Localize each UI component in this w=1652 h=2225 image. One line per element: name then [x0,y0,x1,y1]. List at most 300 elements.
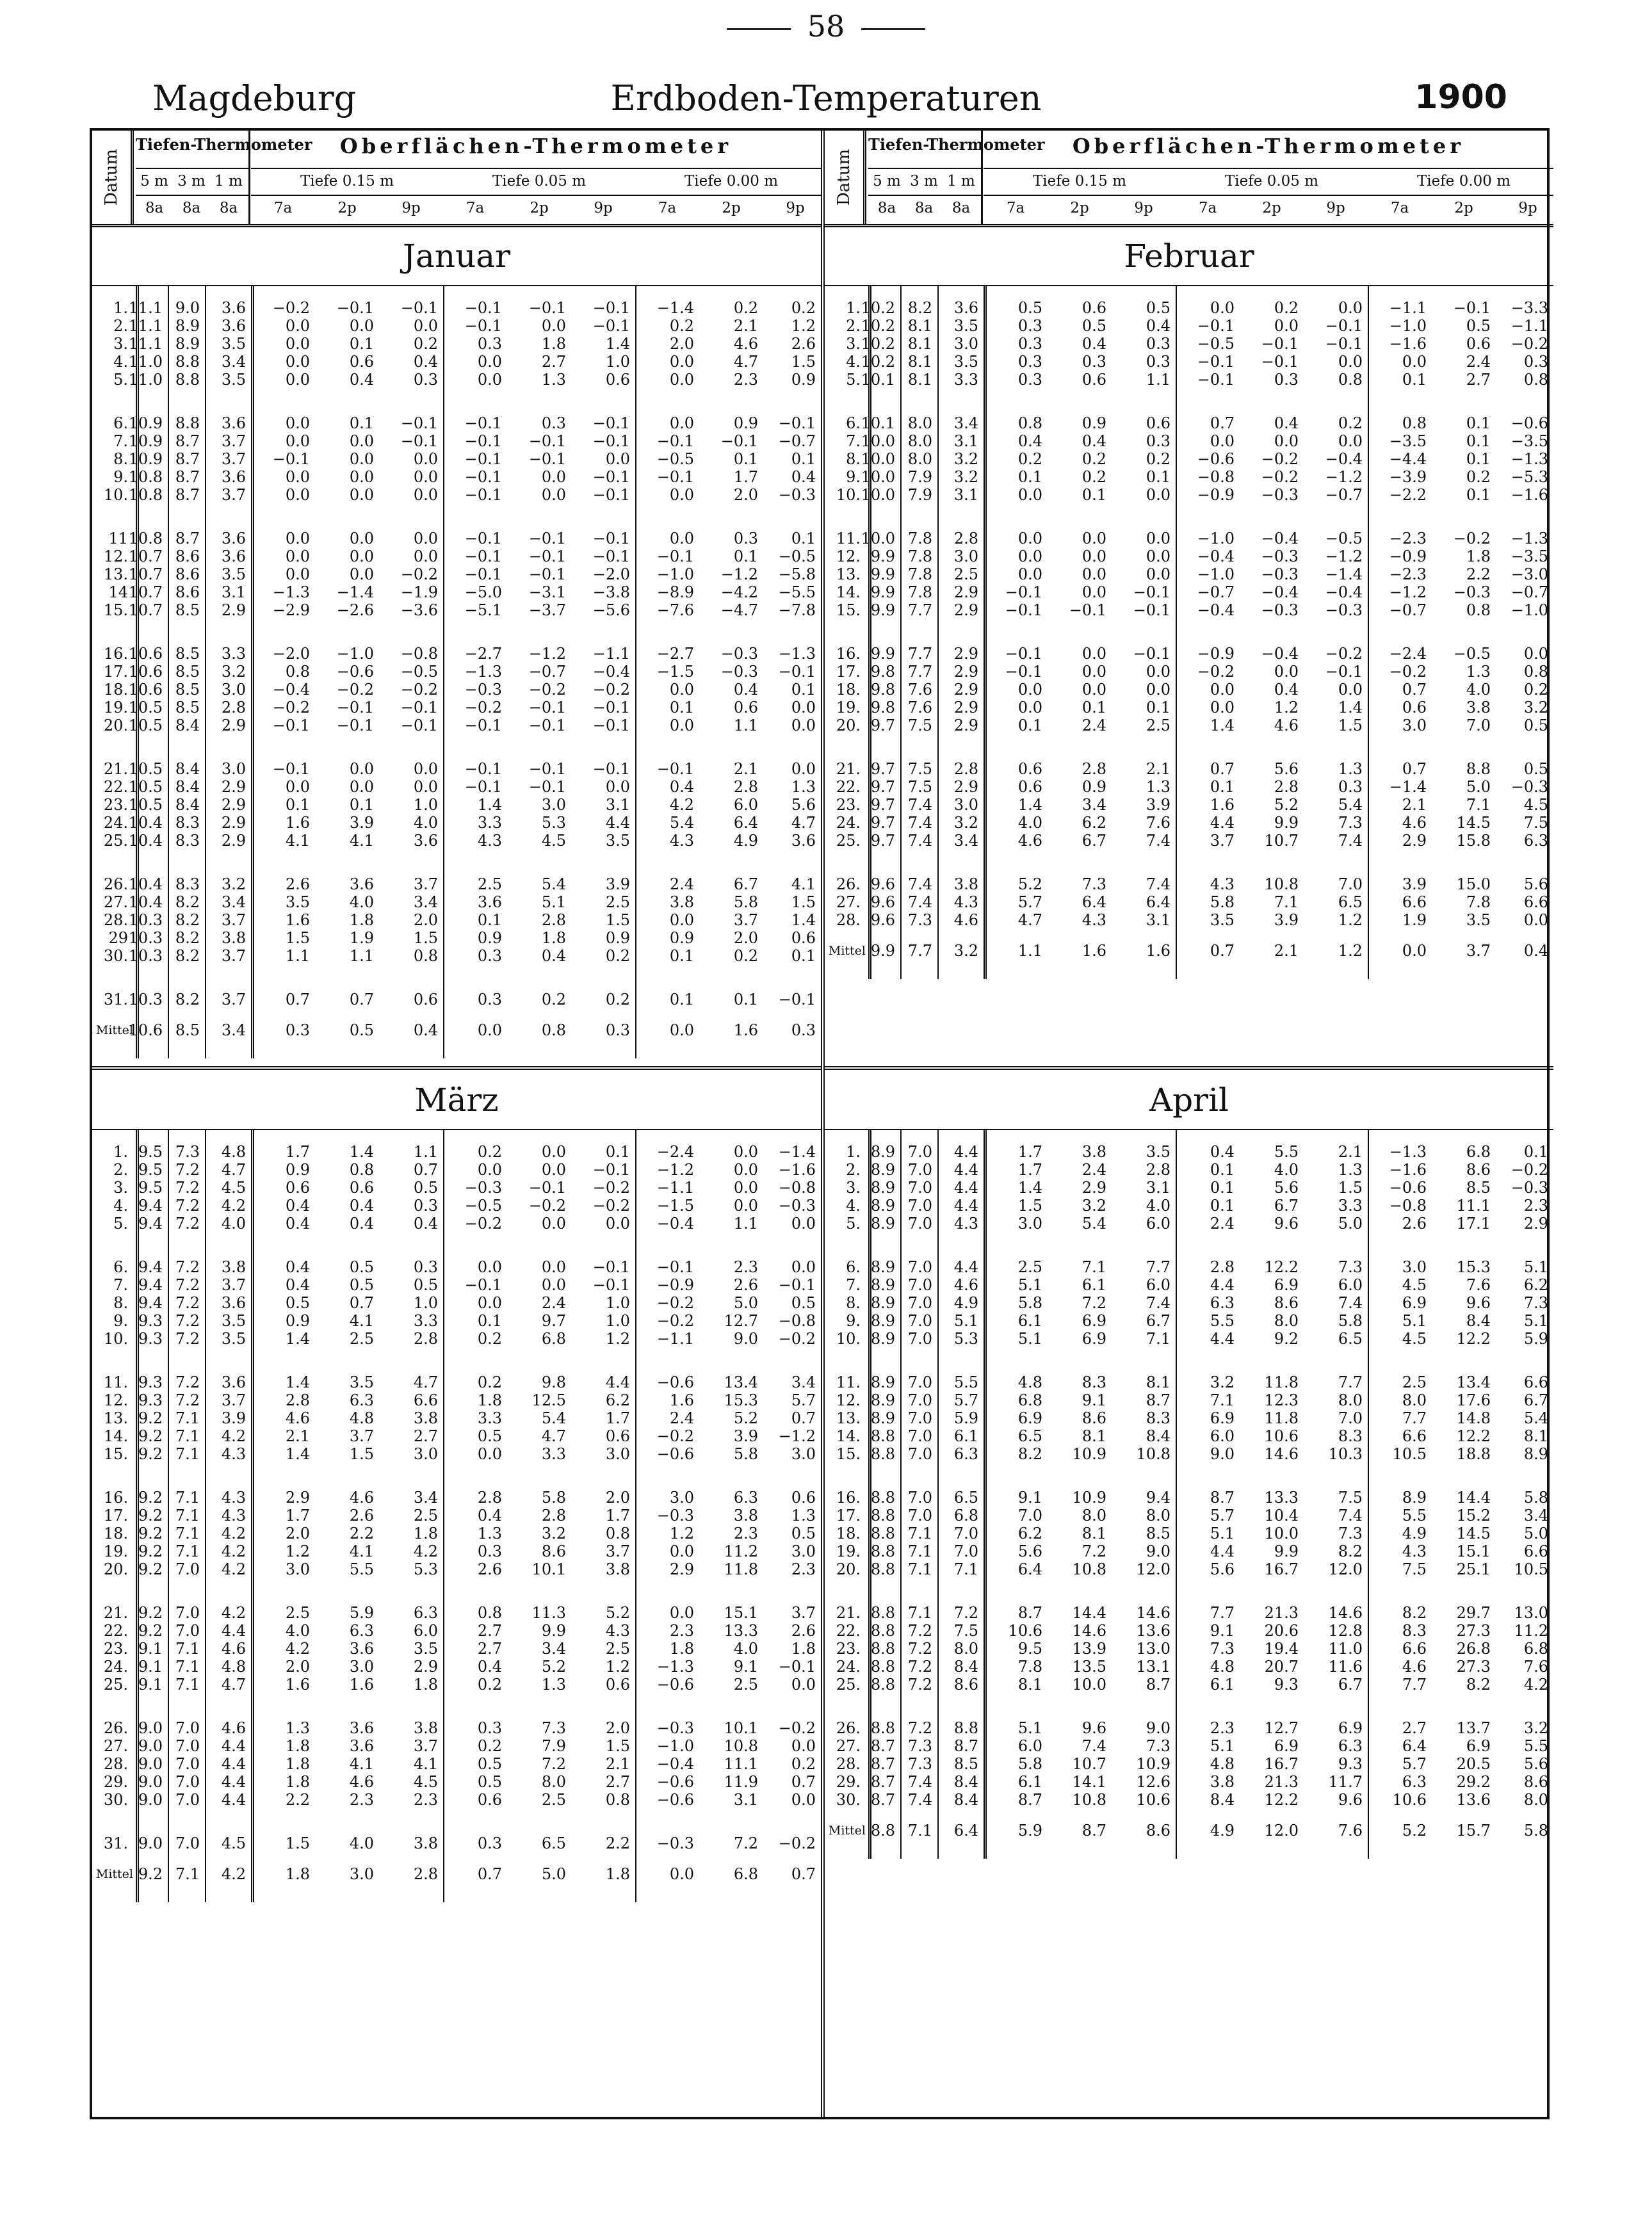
value-cell: 6.5 [1338,893,1363,911]
tiefen-depth-row [136,168,248,195]
value-cell: 9.2 [138,1489,163,1507]
value-cell: 0.4 [733,681,758,699]
value-cell: −0.1 [528,547,566,565]
value-cell: −1.2 [528,645,566,663]
value-cell: 0.0 [669,414,694,432]
value-cell: 0.0 [1081,547,1106,565]
value-cell: 0.0 [1523,645,1548,663]
value-cell: 1.5 [1017,1197,1042,1215]
value-cell: 0.0 [1402,353,1427,371]
value-cell: 8.6 [541,1542,566,1560]
value-cell: 11.0 [128,353,163,371]
value-cell: 9.0 [1146,1719,1170,1737]
date-cell: 3. [113,335,128,353]
value-cell: −5.1 [464,601,502,619]
value-cell: 2.0 [733,929,758,947]
value-cell: −0.1 [1005,645,1042,663]
value-cell: −1.0 [1510,601,1548,619]
value-cell: 9.6 [870,911,895,929]
value-cell: 8.8 [870,1604,895,1622]
value-cell: −0.1 [464,432,502,450]
value-cell: 0.1 [477,911,502,929]
date-cell: Mittel [828,1824,866,1838]
value-cell: 7.8 [1017,1658,1042,1676]
date-cell: 11 [108,530,128,547]
date-cell: 16. [103,1489,128,1507]
value-cell: 13.5 [1072,1658,1106,1676]
value-cell: 0.0 [413,778,438,796]
value-cell: 8.0 [1081,1507,1106,1525]
value-cell: 4.7 [221,1161,246,1179]
value-cell: 3.3 [477,814,502,832]
value-cell: −0.1 [464,716,502,734]
table-row [92,1330,821,1348]
value-cell: 9.5 [138,1143,163,1161]
value-cell: 14.6 [1072,1622,1106,1640]
value-cell: 3.4 [221,353,246,371]
value-cell: 0.9 [733,414,758,432]
value-cell: 3.4 [541,1640,566,1658]
value-cell: 0.4 [541,947,566,965]
value-cell: −1.3 [778,645,816,663]
value-cell: 5.9 [1523,1330,1548,1348]
value-cell: −0.2 [778,1330,816,1348]
value-cell: 0.8 [349,1161,374,1179]
value-cell: 0.0 [605,450,630,468]
value-cell: 3.5 [1466,911,1491,929]
value-cell: 0.3 [285,1021,310,1039]
value-cell: 4.0 [1274,1161,1299,1179]
date-cell: 11. [836,530,861,547]
value-cell: 9.9 [541,1622,566,1640]
value-cell: 5.9 [953,1409,978,1427]
value-cell: 6.3 [953,1445,978,1463]
value-cell: 7.7 [1402,1676,1427,1694]
value-cell: 0.4 [285,1215,310,1233]
value-cell: 7.7 [907,663,932,681]
value-cell: 8.6 [175,547,200,565]
value-cell: 8.3 [175,832,200,850]
value-cell: 8.2 [175,991,200,1008]
value-cell: 7.2 [907,1676,932,1694]
value-cell: 5.7 [791,1391,816,1409]
value-cell: 2.5 [1146,716,1170,734]
date-cell: 18. [103,681,128,699]
value-cell: 5.1 [1017,1276,1042,1294]
value-cell: −2.7 [656,645,694,663]
value-cell: 0.1 [669,947,694,965]
value-cell: 2.9 [953,778,978,796]
table-row [825,1276,1553,1294]
date-cell: 17. [836,663,861,681]
value-cell: 6.6 [1523,1373,1548,1391]
date-cell: 13. [836,565,861,583]
table-row [825,875,1553,893]
value-cell: 1.3 [1146,778,1170,796]
value-cell: 21.3 [1264,1604,1299,1622]
value-cell: 1.5 [413,929,438,947]
value-cell: 7.4 [907,796,932,814]
value-cell: 1.8 [285,1737,310,1755]
value-cell: −1.3 [656,1658,694,1676]
tiefen-time: 8a [914,200,934,216]
value-cell: 7.1 [175,1542,200,1560]
value-cell: 0.5 [413,1179,438,1197]
month-title: Februar [825,227,1553,286]
value-cell: 0.2 [605,991,630,1008]
value-cell: 2.3 [1523,1197,1548,1215]
date-cell: 29. [103,1773,128,1791]
value-cell: 8.9 [870,1391,895,1409]
value-cell: 3.2 [953,450,978,468]
value-cell: 8.9 [870,1294,895,1312]
value-cell: 8.5 [1146,1525,1170,1542]
value-cell: 7.0 [907,1179,932,1197]
value-cell: 7.0 [953,1542,978,1560]
value-cell: 1.7 [1017,1143,1042,1161]
value-cell: −2.4 [656,1143,694,1161]
value-cell: 14.8 [1456,1409,1491,1427]
ober-time: 9p [1326,200,1345,216]
value-cell: −1.0 [656,1737,694,1755]
value-cell: 6.6 [1402,1427,1427,1445]
value-cell: 8.1 [1081,1427,1106,1445]
value-cell: 5.0 [733,1294,758,1312]
date-cell: 7. [846,1276,861,1294]
value-cell: 27.3 [1456,1658,1491,1676]
value-cell: 0.0 [349,547,374,565]
date-cell: 12. [103,547,128,565]
value-cell: −0.4 [656,1215,694,1233]
value-cell: 9.0 [138,1834,163,1852]
value-cell: 3.2 [1210,1373,1235,1391]
value-cell: 7.1 [953,1560,978,1578]
value-cell: 7.0 [907,1507,932,1525]
value-cell: 9.0 [138,1791,163,1809]
value-cell: −0.1 [720,432,758,450]
value-cell: 29.7 [1456,1604,1491,1622]
value-cell: 2.9 [221,601,246,619]
value-cell: 2.7 [541,353,566,371]
value-cell: 0.1 [1017,716,1042,734]
value-cell: 9.6 [1338,1791,1363,1809]
value-cell: 3.1 [733,1791,758,1809]
value-cell: 6.5 [1338,1330,1363,1348]
value-cell: 6.4 [733,814,758,832]
value-cell: −0.2 [592,1179,630,1197]
value-cell: 20.7 [1264,1658,1299,1676]
table-row [92,760,821,778]
value-cell: 4.0 [349,893,374,911]
value-cell: 3.9 [1146,796,1170,814]
value-cell: 4.5 [1402,1276,1427,1294]
value-cell: 5.4 [541,875,566,893]
value-cell: −0.1 [400,699,438,716]
value-cell: −0.1 [656,547,694,565]
value-cell: 7.2 [733,1834,758,1852]
value-cell: 2.0 [733,486,758,504]
value-cell: 0.5 [477,1427,502,1445]
value-cell: 8.0 [953,1640,978,1658]
date-cell: 6. [113,1258,128,1276]
value-cell: −0.1 [528,299,566,317]
value-cell: 5.1 [1210,1737,1235,1755]
value-cell: 3.5 [221,565,246,583]
value-cell: 0.5 [477,1773,502,1791]
table-row [92,414,821,432]
table-row [92,1737,821,1755]
date-cell: 11. [103,1373,128,1391]
value-cell: 7.1 [175,1445,200,1463]
value-cell: 3.8 [953,875,978,893]
value-cell: −0.6 [656,1445,694,1463]
value-cell: −3.5 [1510,432,1548,450]
date-cell: 17. [836,1507,861,1525]
value-cell: 7.3 [907,911,932,929]
value-cell: 10.1 [724,1719,758,1737]
value-cell: 6.3 [349,1622,374,1640]
value-cell: 0.1 [1081,486,1106,504]
value-cell: −5.8 [778,565,816,583]
value-cell: 0.4 [1274,414,1299,432]
value-cell: −0.2 [336,681,374,699]
value-cell: 1.7 [733,468,758,486]
value-cell: 9.4 [138,1258,163,1276]
value-cell: 7.0 [907,1143,932,1161]
value-cell: 3.3 [953,371,978,389]
date-cell: 16. [836,645,861,663]
value-cell: 3.7 [1210,832,1235,850]
table-row [92,353,821,371]
value-cell: 12.0 [1136,1560,1170,1578]
value-cell: 1.0 [413,796,438,814]
value-cell: 7.0 [907,1197,932,1215]
value-cell: −0.1 [592,468,630,486]
value-cell: 0.9 [1081,414,1106,432]
value-cell: 2.9 [221,796,246,814]
value-cell: 5.2 [1274,796,1299,814]
date-cell: 23. [103,796,128,814]
value-cell: 0.2 [477,1143,502,1161]
value-cell: 8.6 [175,565,200,583]
value-cell: −0.1 [1133,601,1170,619]
value-cell: 3.4 [413,1489,438,1507]
value-cell: 1.6 [1146,942,1170,960]
value-cell: 0.8 [413,947,438,965]
value-cell: 4.4 [953,1258,978,1276]
value-cell: 7.3 [1338,814,1363,832]
value-cell: 4.1 [285,832,310,850]
value-cell: 0.6 [733,699,758,716]
value-cell: 2.1 [1146,760,1170,778]
value-cell: 2.6 [477,1560,502,1578]
date-cell: 20. [103,716,128,734]
value-cell: 8.2 [175,893,200,911]
value-cell: 7.0 [907,1258,932,1276]
value-cell: 0.0 [285,414,310,432]
value-cell: 9.3 [1338,1755,1363,1773]
value-cell: 4.4 [1210,1330,1235,1348]
value-cell: 4.3 [1210,875,1235,893]
month-grid [825,1130,1553,1859]
value-cell: 8.9 [175,335,200,353]
value-cell: 8.7 [175,530,200,547]
value-cell: 2.7 [477,1640,502,1658]
value-cell: 8.6 [1081,1409,1106,1427]
value-cell: 0.1 [791,681,816,699]
value-cell: 0.0 [349,530,374,547]
value-cell: 10.5 [128,760,163,778]
value-cell: 4.4 [1210,814,1235,832]
value-cell: 9.2 [1274,1330,1299,1348]
date-cell: 10. [103,486,128,504]
value-cell: 8.9 [870,1373,895,1391]
value-cell: 1.1 [733,716,758,734]
value-cell: 8.1 [907,371,932,389]
date-cell: 14. [836,1427,861,1445]
table-row [92,1755,821,1773]
value-cell: 10.6 [1008,1622,1042,1640]
value-cell: 1.4 [1017,1179,1042,1197]
table-row [92,1215,821,1233]
value-cell: 0.6 [605,371,630,389]
value-cell: −0.1 [1005,601,1042,619]
table-row [92,814,821,832]
value-cell: 9.1 [733,1658,758,1676]
value-cell: 5.0 [1523,1525,1548,1542]
value-cell: 7.6 [907,681,932,699]
value-cell: 1.8 [541,335,566,353]
value-cell: 2.4 [541,1294,566,1312]
value-cell: 10.4 [128,875,163,893]
table-row [825,796,1553,814]
value-cell: 2.5 [1017,1258,1042,1276]
value-cell: 2.1 [605,1755,630,1773]
value-cell: 0.2 [1017,450,1042,468]
value-cell: 0.0 [349,565,374,583]
value-cell: 0.6 [1017,760,1042,778]
value-cell: 4.4 [221,1622,246,1640]
value-cell: 0.0 [1081,645,1106,663]
value-cell: 10.0 [1072,1676,1106,1694]
value-cell: 0.1 [349,414,374,432]
value-cell: 7.0 [907,1409,932,1427]
value-cell: 4.4 [605,814,630,832]
value-cell: 4.9 [1210,1822,1235,1840]
value-cell: 0.0 [1523,911,1548,929]
value-cell: 7.6 [1466,1276,1491,1294]
value-cell: 4.6 [221,1719,246,1737]
value-cell: 8.4 [175,716,200,734]
date-cell: Mittel [95,1023,133,1037]
value-cell: 3.7 [221,947,246,965]
value-cell: 0.1 [1466,450,1491,468]
value-cell: 8.8 [870,1719,895,1737]
value-cell: −0.2 [528,1197,566,1215]
value-cell: 8.9 [870,1197,895,1215]
value-cell: 15.3 [1456,1258,1491,1276]
value-cell: 0.1 [1523,1143,1548,1161]
value-cell: 12.7 [724,1312,758,1330]
value-cell: 7.2 [175,1330,200,1348]
value-cell: 0.5 [1017,299,1042,317]
value-cell: 3.3 [1338,1197,1363,1215]
value-cell: −0.1 [528,432,566,450]
value-cell: 4.6 [285,1409,310,1427]
value-cell: 6.6 [1402,893,1427,911]
value-cell: 0.2 [541,991,566,1008]
value-cell: 7.2 [953,1604,978,1622]
value-cell: 0.1 [1146,699,1170,716]
value-cell: 6.8 [541,1330,566,1348]
table-row [92,565,821,583]
ober-depth: Tiefe 0.15 m [1032,173,1127,190]
value-cell: 1.4 [349,1143,374,1161]
value-cell: 1.1 [733,1215,758,1233]
value-cell: 8.3 [175,814,200,832]
value-cell: 9.3 [138,1312,163,1330]
value-cell: 2.3 [349,1791,374,1809]
value-cell: 0.7 [349,1294,374,1312]
value-cell: 5.3 [413,1560,438,1578]
date-cell: 28. [836,911,861,929]
ober-time: 2p [1262,200,1281,216]
value-cell: −1.2 [1389,583,1427,601]
value-cell: −0.3 [1261,547,1299,565]
value-cell: 4.6 [953,1276,978,1294]
value-cell: −3.6 [400,601,438,619]
value-cell: 0.8 [1017,414,1042,432]
value-cell: 3.0 [953,547,978,565]
value-cell: 3.0 [605,1445,630,1463]
value-cell: 5.3 [953,1330,978,1348]
value-cell: 3.3 [413,1312,438,1330]
date-cell: 31. [103,1834,128,1852]
table-row [92,1373,821,1391]
value-cell: 8.4 [953,1773,978,1791]
date-cell: 3. [113,1179,128,1197]
value-cell: −0.8 [778,1312,816,1330]
value-cell: 7.1 [1210,1391,1235,1409]
value-cell: −0.5 [778,547,816,565]
value-cell: −0.2 [272,299,310,317]
value-cell: 2.6 [349,1507,374,1525]
date-cell: 9. [113,468,128,486]
value-cell: 0.7 [1402,760,1427,778]
value-cell: 8.8 [870,1676,895,1694]
value-cell: 7.8 [907,583,932,601]
value-cell: 1.3 [1338,760,1363,778]
value-cell: 13.1 [1136,1658,1170,1676]
value-cell: 1.8 [285,1755,310,1773]
value-cell: 0.6 [791,929,816,947]
value-cell: 8.1 [907,353,932,371]
date-cell: 26. [103,875,128,893]
value-cell: 0.0 [669,1542,694,1560]
value-cell: 0.4 [1523,942,1548,960]
value-cell: 2.9 [953,645,978,663]
value-cell: 20.5 [1456,1755,1491,1773]
table-row [92,875,821,893]
value-cell: −0.2 [528,681,566,699]
value-cell: 0.7 [1210,760,1235,778]
value-cell: −1.6 [778,1161,816,1179]
value-cell: 7.2 [541,1755,566,1773]
value-cell: 1.1 [285,947,310,965]
value-cell: 4.7 [541,1427,566,1445]
value-cell: 0.4 [285,1197,310,1215]
value-cell: 2.8 [413,1330,438,1348]
